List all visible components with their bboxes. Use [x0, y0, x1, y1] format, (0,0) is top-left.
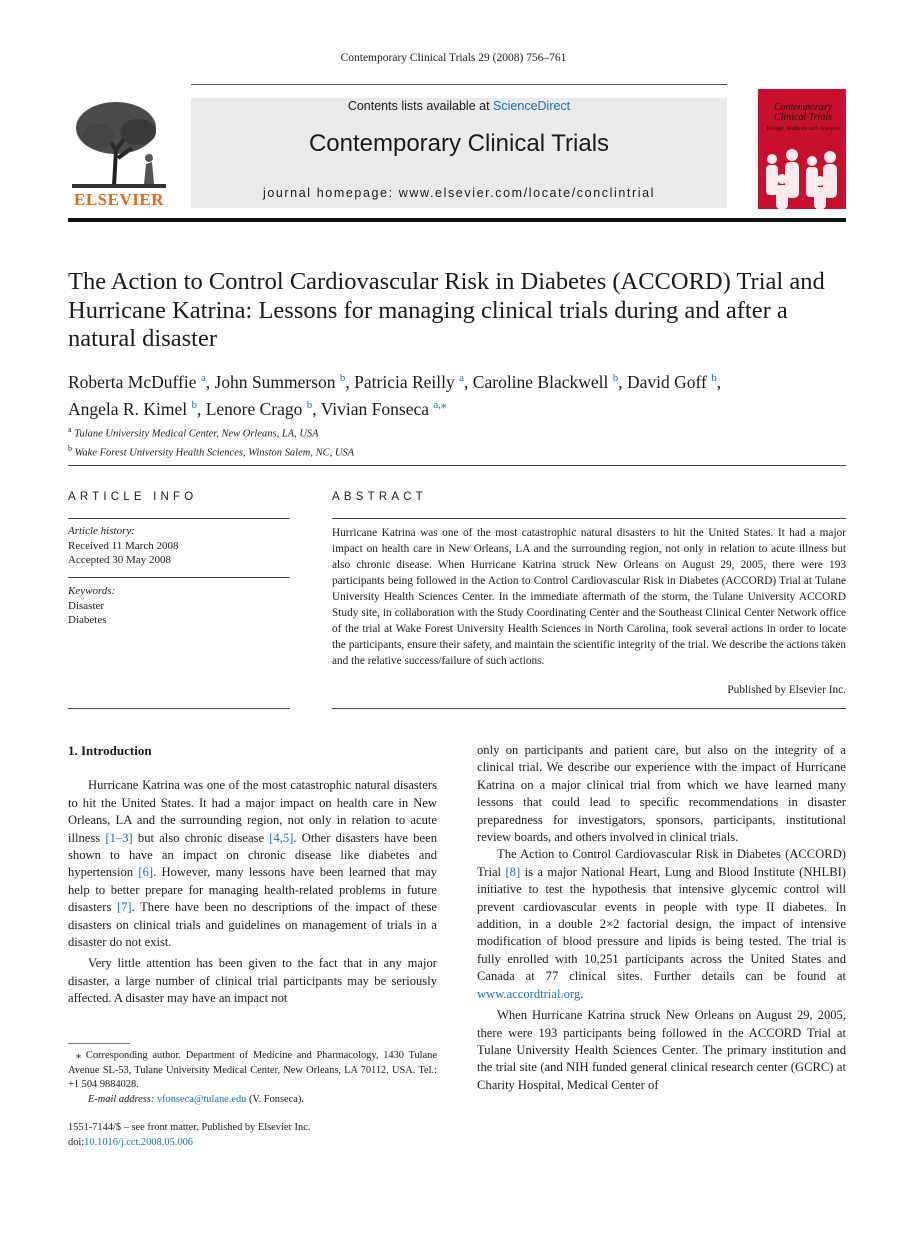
author: Lenore Crago $^b$, [205, 398, 321, 419]
affiliation-marker[interactable]: a,⁎ [433, 398, 447, 411]
section-heading: 1. Introduction [68, 743, 152, 758]
affiliation-marker[interactable]: b [339, 372, 346, 384]
email-link[interactable]: vfonseca@tulane.edu [156, 1093, 247, 1105]
footnote-rule [68, 1043, 130, 1044]
affiliation-marker[interactable]: b [306, 398, 313, 411]
paragraph: Hurricane Katrina was one of the most catastrophic natural disasters to hit the United States. It had a major impact on health care in New Orleans, LA and the surrounding region, not only in relation to acute illness [1–3] but also chronic disease [4,5]. Other disasters have been shown to have an impact on chronic disease like diabetes and hypertension [6]. However, many lessons have been learned that may help to better prepare for managing health-related problems in future disasters [7]. There have been no descriptions of the impact of these disasters on clinical trials and guidelines on management of trials in a disaster do not exist. [68, 778, 438, 950]
divider [332, 518, 846, 519]
accepted-date: Accepted 30 May 2008 [68, 554, 171, 566]
paragraph: The Action to Control Cardiovascular Risk in Diabetes (ACCORD) Trial [8] is a major National Heart, Lung and Blood Institute (NHLBI) initiative to test the hypothesis that intensive glycemic control will prevent cardiovascular events in people with type II diabetes. In addition, in a double 2×2 factorial design, the impact of intensive modification of blood pressure and lipids is being tested. The trial is fully enrolled with 10,251 participants across the United States and Canada at 77 clinical sites. Further details can be found at www.accordtrial.org. [477, 847, 846, 1001]
history-label: Article history: [68, 525, 135, 537]
citation-link[interactable]: [6] [138, 865, 154, 880]
article-info-heading: ARTICLE INFO [68, 491, 198, 503]
keyword: Disaster [68, 599, 105, 612]
paragraph: Very little attention has been given to the fact that in any major disaster, a large number of clinical trial participants may be seriously affected. A disaster may have an impact not [68, 956, 437, 1006]
article-title: The Action to Control Cardiovascular Risk in Diabetes (ACCORD) Trial and Hurricane Katrina: Lessons for managing clinical trials during and after a natural disaster [68, 268, 825, 352]
divider [68, 465, 846, 466]
affiliation-marker[interactable]: a [200, 372, 206, 384]
published-by: Published by Elsevier Inc. [727, 684, 846, 696]
author: Caroline Blackwell $^b$, [472, 371, 628, 392]
article-history [68, 524, 290, 568]
corresponding-author-note: ⁎ Corresponding author. Department of Medicine and Pharmacology, 1430 Tulane Avenue SL-53, Tulane University Medical Center, New Orleans, LA 70112, USA. Tel.: +1 504 9884028. [68, 1050, 437, 1090]
elsevier-wordmark: ELSEVIER [74, 190, 164, 209]
paragraph: only on participants and patient care, but also on the integrity of a clinical trial. We describe our experience with the impact of Hurricane Katrina on a major clinical trial from which we have learned many lessons that could lead to specific recommendations in disaster preparedness for investigators, sponsors, participants, institutional review boards, and others involved in clinical trials. [477, 743, 846, 845]
contents-available-line [191, 99, 727, 113]
citation-link[interactable]: [1–3] [105, 830, 133, 845]
journal-homepage[interactable]: journal homepage: www.elsevier.com/locate/conclintrial [262, 186, 656, 200]
affiliation-marker[interactable]: a [459, 372, 465, 384]
author: Angela R. Kimel $^b$, [68, 398, 206, 419]
header-thick-rule [68, 218, 846, 222]
affiliation-marker[interactable]: b [711, 372, 717, 384]
front-matter-info [68, 1121, 437, 1150]
abstract-text: Hurricane Katrina was one of the most catastrophic natural disasters to hit the United States. It had a major impact on health care in New Orleans, LA and the surrounding region, not only in relation to acute illness but also chronic disease. When Hurricane Katrina struck New Orleans on August 29, 2005, there were 193 participants being followed in the Action to Control Cardiovascular Risk in Diabetes (ACCORD) Trial at Tulane University Health Sciences Center. In the immediate aftermath of the storm, the Tulane University ACCORD Study site, in collaboration with the Study Coordinating Center and the Southeast Clinical Center Network office of the trial at Wake Forest University Health Sciences in North Carolina, took several actions in order to locate the participants, ensure their safety, and maintain the scientific integrity of the trial. We describe the actions taken and the relative success/failure of such actions. [332, 527, 846, 667]
contents-prefix: Contents lists available at [347, 99, 490, 113]
divider [68, 708, 290, 709]
journal-name: Contemporary Clinical Trials [308, 130, 610, 157]
received-date: Received 11 March 2008 [68, 539, 179, 552]
doi-link[interactable]: 10.1016/j.cct.2008.05.006 [84, 1136, 193, 1148]
doi-line: doi:10.1016/j.cct.2008.05.006 [68, 1136, 193, 1148]
divider [332, 708, 846, 709]
divider [68, 518, 290, 519]
body-left-column [68, 742, 437, 1008]
body-right-column [477, 742, 846, 1094]
footnotes [68, 1049, 437, 1107]
header-rule [191, 84, 727, 85]
journal-cover-thumbnail [758, 89, 846, 209]
affiliation-marker[interactable]: b [612, 372, 619, 384]
keyword: Diabetes [68, 614, 107, 626]
affiliation-a: $^a$ Tulane University Medical Center, New Orleans, LA, USA [68, 425, 319, 440]
email-line: E-mail address: vfonseca@tulane.edu (V. Fonseca). [88, 1093, 304, 1105]
divider [68, 577, 290, 578]
affiliations [68, 423, 848, 460]
keywords [68, 584, 290, 628]
affiliation-marker[interactable]: b [191, 398, 197, 411]
issn-line: 1551-7144/$ – see front matter. Published by Elsevier Inc. [68, 1122, 311, 1133]
author: Patricia Reilly $^a$, [354, 371, 473, 392]
accord-url-link[interactable]: www.accordtrial.org [477, 986, 581, 1001]
author: Vivian Fonseca $^{a,⁎}$ [320, 398, 447, 419]
paragraph: When Hurricane Katrina struck New Orleans on August 29, 2005, there were 193 participants being followed in the ACCORD Trial at Tulane University Health Sciences Center. The primary institution and the trial site (and NIH funded general clinical research center (GCRC) at Charity Hospital, Medical Center of [477, 1008, 846, 1092]
affiliation-b: $^b$ Wake Forest University Health Sciences, Winston Salem, NC, USA [68, 443, 355, 458]
citation-link[interactable]: [4,5] [269, 830, 294, 845]
author: John Summerson $^b$, [214, 371, 355, 392]
author-list [68, 367, 848, 421]
tree-icon [68, 98, 170, 190]
citation-link[interactable]: [7] [116, 900, 132, 915]
abstract-heading: ABSTRACT [332, 491, 427, 503]
keywords-label: Keywords: [68, 585, 116, 597]
cover-title: Contemporary Clinical Trials Design, Methods and Analysis [766, 102, 840, 132]
sciencedirect-link[interactable]: ScienceDirect [493, 99, 571, 113]
journal-reference: Contemporary Clinical Trials 29 (2008) 756–761 [340, 52, 567, 64]
author: David Goff $^b$, [627, 371, 722, 392]
cover-figures-icon [758, 89, 846, 209]
citation-link[interactable]: [8] [505, 864, 521, 879]
author: Roberta McDuffie $^a$, [68, 371, 215, 392]
